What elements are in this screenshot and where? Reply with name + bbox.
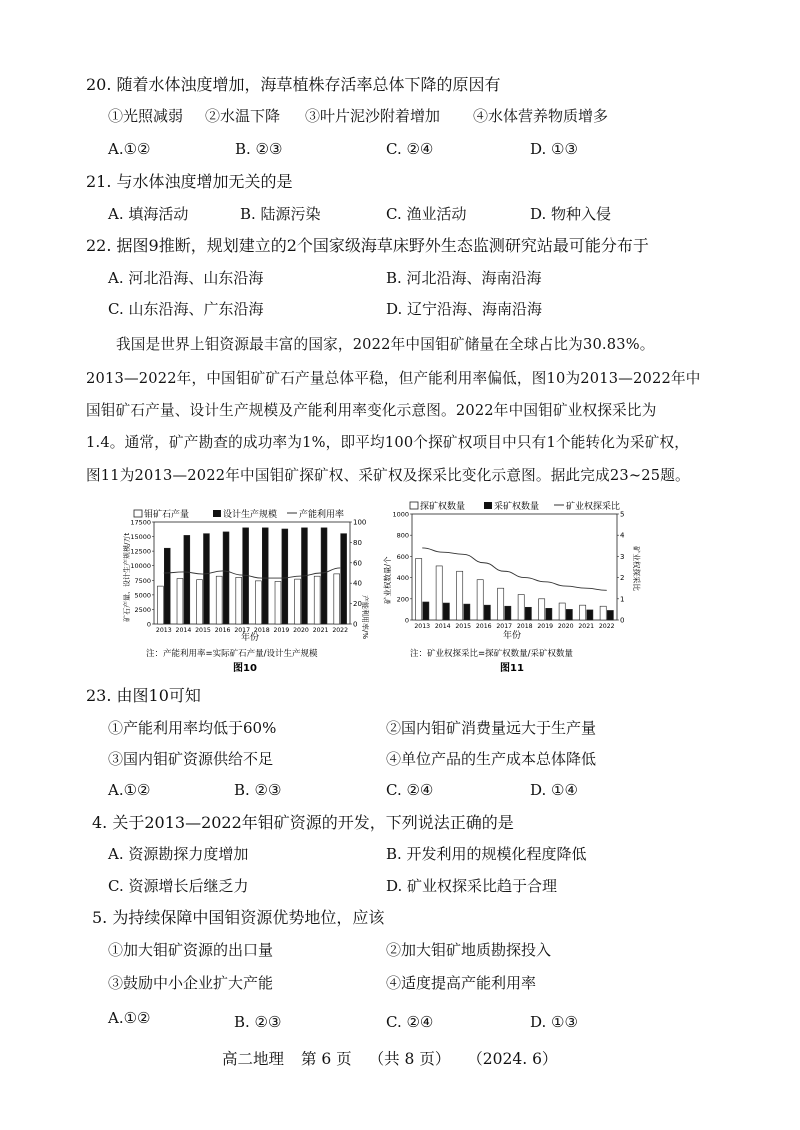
footer-page: 第 6 页 <box>300 1050 352 1068</box>
bar-series-2 <box>321 528 327 624</box>
x-tick-label: 2018 <box>516 623 533 630</box>
x-tick-label: 2017 <box>234 627 251 634</box>
bar-series-1 <box>197 580 203 624</box>
q20-option-b: B. ②③ <box>235 140 283 158</box>
q25-stem: 5. 为持续保障中国钼资源优势地位，应该 <box>92 908 385 927</box>
q25-item-3: ③鼓励中小企业扩大产能 <box>108 974 274 992</box>
q20-item-3: ③叶片泥沙附着增加 <box>305 107 441 125</box>
q22-option-d: D. 辽宁沿海、海南沿海 <box>386 300 543 318</box>
bar-series-1 <box>236 577 242 624</box>
q23-option-a: A.①② <box>108 781 151 799</box>
x-tick-label: 2014 <box>434 623 451 630</box>
q25-item-1: ①加大钼矿资源的出口量 <box>108 941 274 959</box>
bar-series-1 <box>518 595 524 620</box>
q23-item-1: ①产能利用率均低于60% <box>108 719 277 737</box>
legend-ore-output: 钼矿石产量 <box>144 510 190 520</box>
x-tick-label: 2014 <box>175 627 192 634</box>
left-tick-label: 1000 <box>392 510 409 519</box>
x-tick-label: 2013 <box>414 623 431 630</box>
bar-series-1 <box>314 576 320 624</box>
bar-series-1 <box>216 576 222 624</box>
fig10-caption: 图10 <box>233 663 257 674</box>
x-tick-label: 2016 <box>214 627 231 634</box>
fig11-caption: 图11 <box>500 663 524 674</box>
x-tick-label: 2015 <box>455 623 472 630</box>
fig11-right-axis-title: 矿业权探采比 <box>632 546 641 591</box>
left-tick-label: 0 <box>146 620 151 629</box>
legend-design-capacity: 设计生产规模 <box>223 510 278 520</box>
fig10-right-axis-title: 产能利用率/% <box>361 595 369 640</box>
right-tick-label: 2 <box>620 574 625 583</box>
right-tick-label: 4 <box>620 531 625 540</box>
q24-option-d: D. 矿业权探采比趋于合理 <box>386 877 558 895</box>
q21-stem: 21. 与水体浊度增加无关的是 <box>86 172 293 191</box>
q25-option-b: B. ②③ <box>234 1013 282 1031</box>
bar-series-1 <box>334 574 340 624</box>
passage-line-5: 图11为2013—2022年中国钼矿探矿权、采矿权及探采比变化示意图。据此完成23~25题。 <box>86 467 690 484</box>
left-tick-label: 12500 <box>130 547 151 556</box>
bar-series-2 <box>164 548 170 624</box>
q22-option-b: B. 河北沿海、海南沿海 <box>386 269 542 287</box>
legend-utilization: 产能利用率 <box>299 510 345 520</box>
figure-11-chart <box>372 494 652 680</box>
right-tick-label: 60 <box>353 559 362 568</box>
q20-item-1: ①光照减弱 <box>108 107 184 125</box>
right-tick-label: 20 <box>353 600 362 609</box>
right-tick-label: 100 <box>353 518 367 527</box>
q20-item-2: ②水温下降 <box>205 107 281 125</box>
right-tick-label: 3 <box>620 552 625 561</box>
legend-mining-rights: 采矿权数量 <box>494 502 540 512</box>
x-tick-label: 2022 <box>598 623 615 630</box>
footer-total: （共 8 页） <box>368 1050 451 1068</box>
x-tick-label: 2021 <box>312 627 329 634</box>
bar-series-2 <box>607 610 613 620</box>
bar-series-1 <box>457 571 463 620</box>
q23-item-4: ④单位产品的生产成本总体降低 <box>386 750 597 768</box>
q22-option-c: C. 山东沿海、广东沿海 <box>108 300 264 318</box>
bar-series-2 <box>423 602 429 620</box>
right-tick-label: 80 <box>353 538 362 547</box>
x-tick-label: 2020 <box>293 627 309 634</box>
q25-item-4: ④适度提高产能利用率 <box>386 974 537 992</box>
bar-series-2 <box>505 606 511 620</box>
q24-option-c: C. 资源增长后继乏力 <box>108 877 249 895</box>
right-tick-label: 1 <box>620 595 625 604</box>
q21-option-a: A. 填海活动 <box>108 205 189 223</box>
left-tick-label: 7500 <box>134 576 151 585</box>
legend-swatch-exploration-rights <box>410 502 418 509</box>
bar-series-2 <box>184 535 190 624</box>
bar-series-1 <box>600 606 606 620</box>
passage-line-4: 1.4。通常，矿产勘查的成功率为1%，即平均100个探矿权项目中只有1个能转化为采矿权， <box>86 434 690 451</box>
q21-option-b: B. 陆源污染 <box>240 205 321 223</box>
left-tick-label: 5000 <box>134 591 151 600</box>
footer-subject: 高二地理 <box>222 1050 285 1068</box>
bar-series-2 <box>262 528 268 624</box>
left-tick-label: 17500 <box>130 518 151 527</box>
legend-swatch-design-capacity <box>213 510 221 517</box>
figure-10-chart <box>120 500 390 680</box>
bar-series-2 <box>525 607 531 620</box>
q23-option-d: D. ①④ <box>530 781 578 799</box>
q23-stem: 23. 由图10可知 <box>86 686 201 705</box>
bar-series-2 <box>587 610 593 620</box>
q20-option-d: D. ①③ <box>530 140 578 158</box>
q24-option-a: A. 资源勘探力度增加 <box>108 845 249 863</box>
passage-line-2: 2013—2022年，中国钼矿矿石产量总体平稳，但产能利用率偏低，图10为2013—2022年中 <box>86 370 701 387</box>
q23-option-c: C. ②④ <box>386 781 434 799</box>
fig11-note: 注：矿业权探采比=探矿权数量/采矿权数量 <box>410 649 573 659</box>
x-tick-label: 2022 <box>332 627 349 634</box>
bar-series-2 <box>546 608 552 620</box>
left-tick-label: 200 <box>396 595 409 604</box>
q21-option-c: C. 渔业活动 <box>386 205 467 223</box>
left-tick-label: 800 <box>396 531 409 540</box>
legend-exploration-rights: 探矿权数量 <box>420 502 466 512</box>
line-series <box>164 568 340 578</box>
x-tick-label: 2013 <box>155 627 172 634</box>
x-tick-label: 2017 <box>496 623 513 630</box>
bar-series-1 <box>255 581 261 624</box>
left-tick-label: 2500 <box>134 605 151 614</box>
x-tick-label: 2019 <box>537 623 554 630</box>
bar-series-1 <box>177 579 183 624</box>
bar-series-1 <box>539 599 545 620</box>
footer-date: （2024. 6） <box>467 1050 558 1068</box>
right-tick-label: 0 <box>620 616 625 625</box>
q21-option-d: D. 物种入侵 <box>530 205 612 223</box>
fig10-left-axis-title: 矿石产量、设计生产规模/万t <box>123 532 131 622</box>
right-tick-label: 0 <box>353 620 358 629</box>
legend-swatch-mining-rights <box>484 502 492 509</box>
q25-item-2: ②加大钼矿地质勘探投入 <box>386 941 552 959</box>
x-tick-label: 2021 <box>578 623 595 630</box>
q20-option-c: C. ②④ <box>386 140 434 158</box>
x-tick-label: 2015 <box>195 627 211 634</box>
q23-option-b: B. ②③ <box>234 781 282 799</box>
legend-swatch-ore-output <box>134 510 142 517</box>
x-tick-label: 2020 <box>557 623 574 630</box>
bar-series-2 <box>464 604 470 620</box>
bar-series-1 <box>295 579 301 624</box>
left-tick-label: 10000 <box>130 562 151 571</box>
legend-ratio: 矿业权探采比 <box>566 502 621 512</box>
q25-option-c: C. ②④ <box>386 1013 434 1031</box>
q23-item-3: ③国内钼矿资源供给不足 <box>108 750 274 768</box>
bar-series-1 <box>275 581 281 624</box>
x-tick-label: 2018 <box>253 627 270 634</box>
left-tick-label: 0 <box>404 616 409 625</box>
passage-line-1: 我国是世界上钼资源最丰富的国家，2022年中国钼矿储量在全球占比为30.83%。 <box>116 336 655 353</box>
q24-option-b: B. 开发利用的规模化程度降低 <box>386 845 587 863</box>
bar-series-1 <box>436 566 442 620</box>
right-tick-label: 40 <box>353 579 362 588</box>
bar-series-2 <box>341 534 347 624</box>
q22-stem: 22. 据图9推断，规划建立的2个国家级海草床野外生态监测研究站最可能分布于 <box>86 236 649 255</box>
bar-series-1 <box>416 559 422 620</box>
bar-series-1 <box>498 588 504 620</box>
q20-stem: 20. 随着水体浊度增加，海草植株存活率总体下降的原因有 <box>86 75 501 94</box>
fig11-left-axis-title: 矿业权数量/个 <box>383 556 392 604</box>
x-tick-label: 2016 <box>475 623 492 630</box>
bar-series-2 <box>443 603 449 620</box>
x-tick-label: 2019 <box>273 627 290 634</box>
plot-frame <box>412 514 617 620</box>
q24-stem: 4. 关于2013—2022年钼矿资源的开发，下列说法正确的是 <box>92 813 514 832</box>
bar-series-2 <box>282 529 288 624</box>
left-tick-label: 600 <box>396 552 409 561</box>
bar-series-2 <box>204 534 210 624</box>
left-tick-label: 400 <box>396 574 409 583</box>
bar-series-1 <box>559 603 565 620</box>
bar-series-2 <box>484 605 490 620</box>
q23-item-2: ②国内钼矿消费量远大于生产量 <box>386 719 597 737</box>
left-tick-label: 15000 <box>130 533 151 542</box>
bar-series-2 <box>223 532 229 624</box>
passage-line-3: 国钼矿石产量、设计生产规模及产能利用率变化示意图。2022年中国钼矿业权探采比为 <box>86 402 657 419</box>
q25-option-a: A.①② <box>108 1009 151 1027</box>
fig10-note: 注：产能利用率=实际矿石产量/设计生产规模 <box>146 649 318 659</box>
fig11-x-axis-title: 年份 <box>502 631 522 641</box>
q20-option-a: A.①② <box>108 140 151 158</box>
bar-series-2 <box>566 609 572 620</box>
bar-series-1 <box>157 586 163 624</box>
bar-series-1 <box>580 605 586 620</box>
bar-series-1 <box>477 580 483 620</box>
q25-option-d: D. ①③ <box>530 1013 578 1031</box>
page-footer <box>222 1047 569 1069</box>
q22-option-a: A. 河北沿海、山东沿海 <box>108 269 264 287</box>
right-tick-label: 5 <box>620 510 625 519</box>
line-series <box>422 548 607 590</box>
q20-item-4: ④水体营养物质增多 <box>473 107 609 125</box>
fig10-x-axis-title: 年份 <box>240 633 260 643</box>
